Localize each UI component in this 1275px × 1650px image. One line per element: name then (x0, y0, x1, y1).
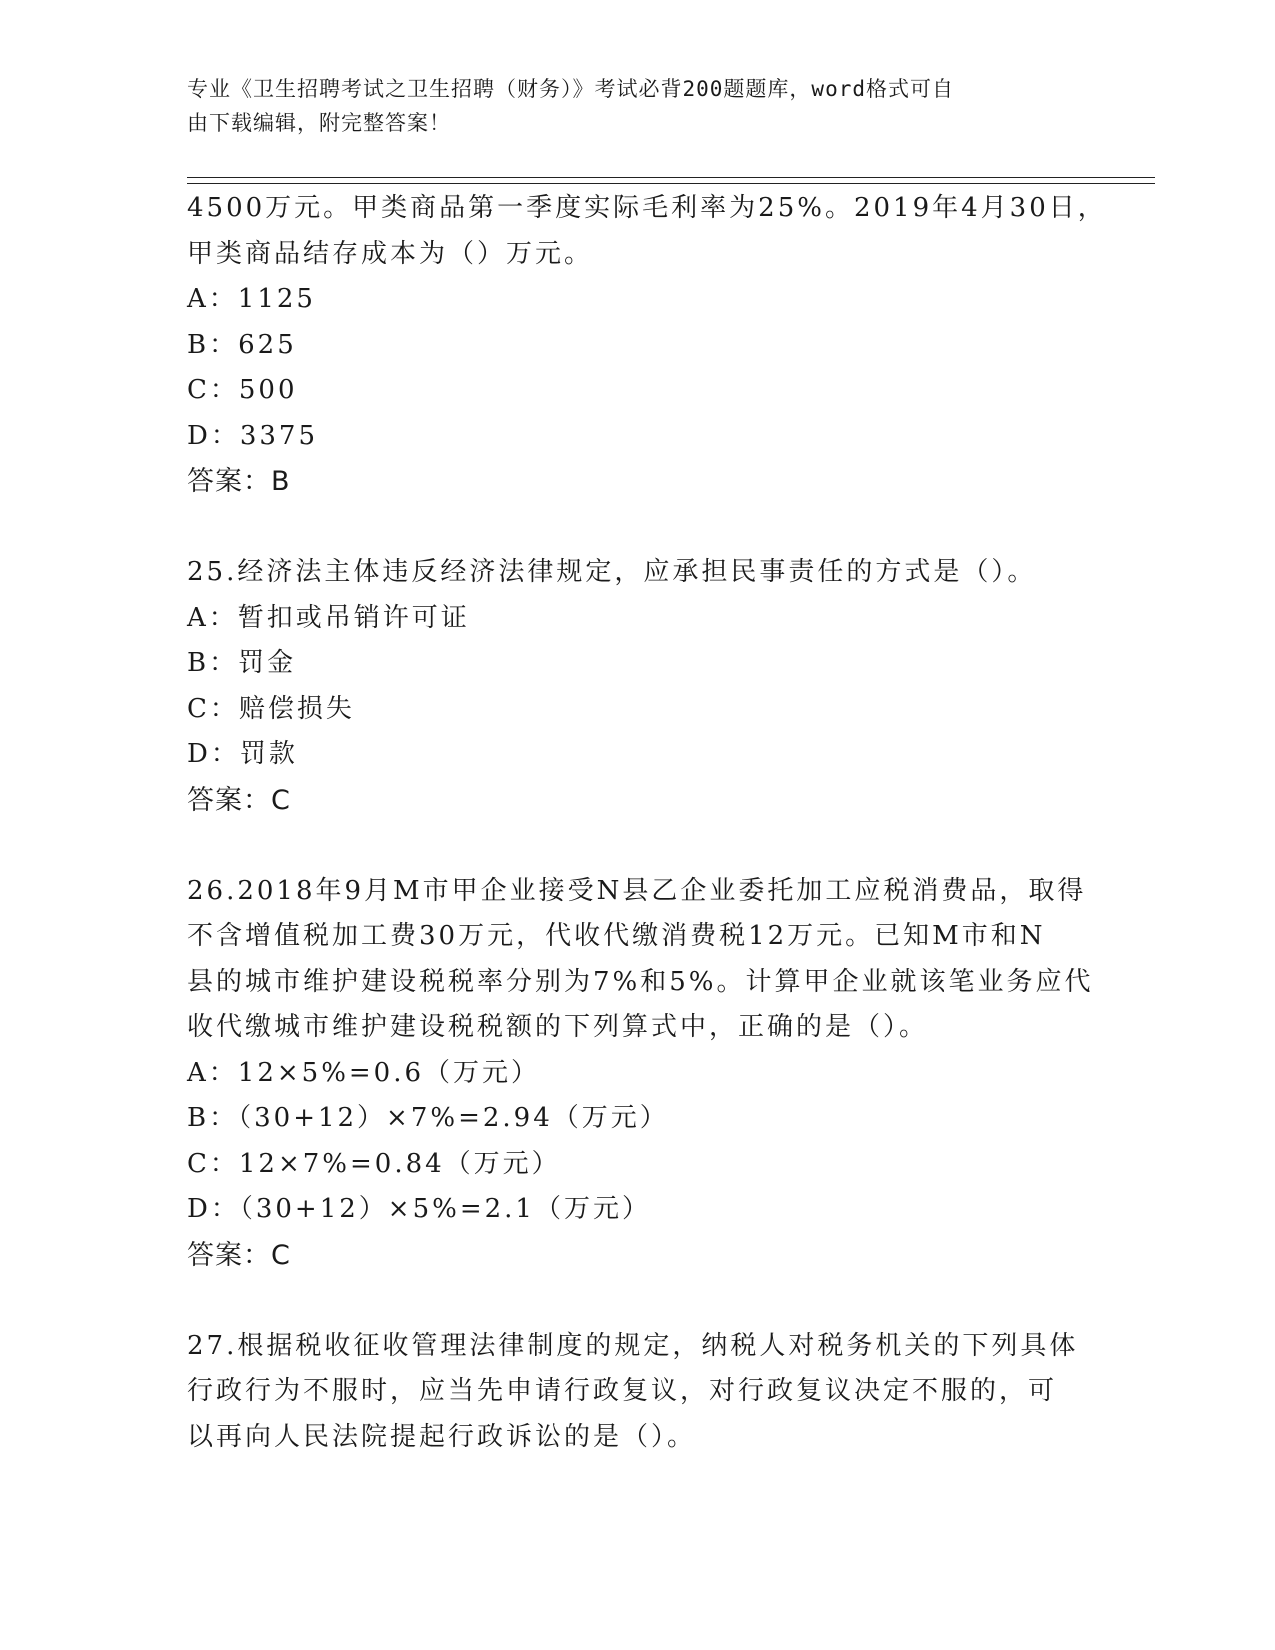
question-stem-line: 不含增值税加工费30万元，代收代缴消费税12万元。已知M市和N (187, 921, 1046, 951)
header-rule-bottom (187, 183, 1155, 184)
option-d: D：3375 (187, 420, 319, 451)
option-d: D：罚款 (187, 739, 298, 769)
question-27 (187, 1324, 1087, 1461)
answer: 答案：B (187, 466, 291, 497)
question-25 (187, 550, 1087, 823)
option-b: B：625 (187, 329, 297, 360)
option-c: C：12×7%=0.84（万元） (187, 1148, 561, 1179)
answer: 答案：C (187, 1239, 291, 1271)
answer: 答案：C (187, 784, 291, 816)
question-stem-line: 4500万元。甲类商品第一季度实际毛利率为25%。2019年4月30日， (187, 193, 1107, 223)
header-line-1: 专业《卫生招聘考试之卫生招聘（财务）》考试必背200题题库，word格式可自 (187, 77, 954, 101)
option-a: A：暂扣或吊销许可证 (187, 602, 470, 633)
option-b: B：罚金 (187, 648, 297, 678)
question-26 (187, 869, 1094, 1279)
question-stem-line: 收代缴城市维护建设税税额的下列算式中，正确的是（）。 (187, 1012, 929, 1042)
option-a: A：12×5%=0.6（万元） (187, 1057, 541, 1088)
question-stem-line: 27.根据税收征收管理法律制度的规定，纳税人对税务机关的下列具体 (187, 1330, 1079, 1361)
spacer (187, 823, 1087, 869)
question-stem-line: 26.2018年9月M市甲企业接受N县乙企业委托加工应税消费品，取得 (187, 875, 1087, 906)
header-line-2: 由下载编辑，附完整答案！ (187, 111, 451, 135)
option-d: D：（30+12）×5%=2.1（万元） (187, 1194, 651, 1224)
question-stem-line: 以再向人民法院提起行政诉讼的是（）。 (187, 1421, 697, 1452)
header-rule-top (187, 177, 1155, 178)
question-stem-line: 25.经济法主体违反经济法律规定，应承担民事责任的方式是（）。 (187, 557, 1037, 587)
question-24 (187, 186, 1107, 505)
question-stem-line: 行政行为不服时，应当先申请行政复议，对行政复议决定不服的，可 (187, 1376, 1058, 1406)
spacer (187, 505, 1087, 551)
option-b: B：（30+12）×7%=2.94（万元） (187, 1103, 669, 1133)
document-header (187, 72, 1067, 140)
question-stem-line: 甲类商品结存成本为（）万元。 (187, 238, 594, 269)
spacer (187, 1278, 1087, 1324)
option-c: C：赔偿损失 (187, 693, 355, 724)
option-a: A：1125 (187, 284, 316, 314)
question-list (187, 186, 1107, 1460)
question-stem-line: 县的城市维护建设税税率分别为7%和5%。计算甲企业就该笔业务应代 (187, 966, 1094, 997)
option-c: C：500 (187, 375, 298, 405)
